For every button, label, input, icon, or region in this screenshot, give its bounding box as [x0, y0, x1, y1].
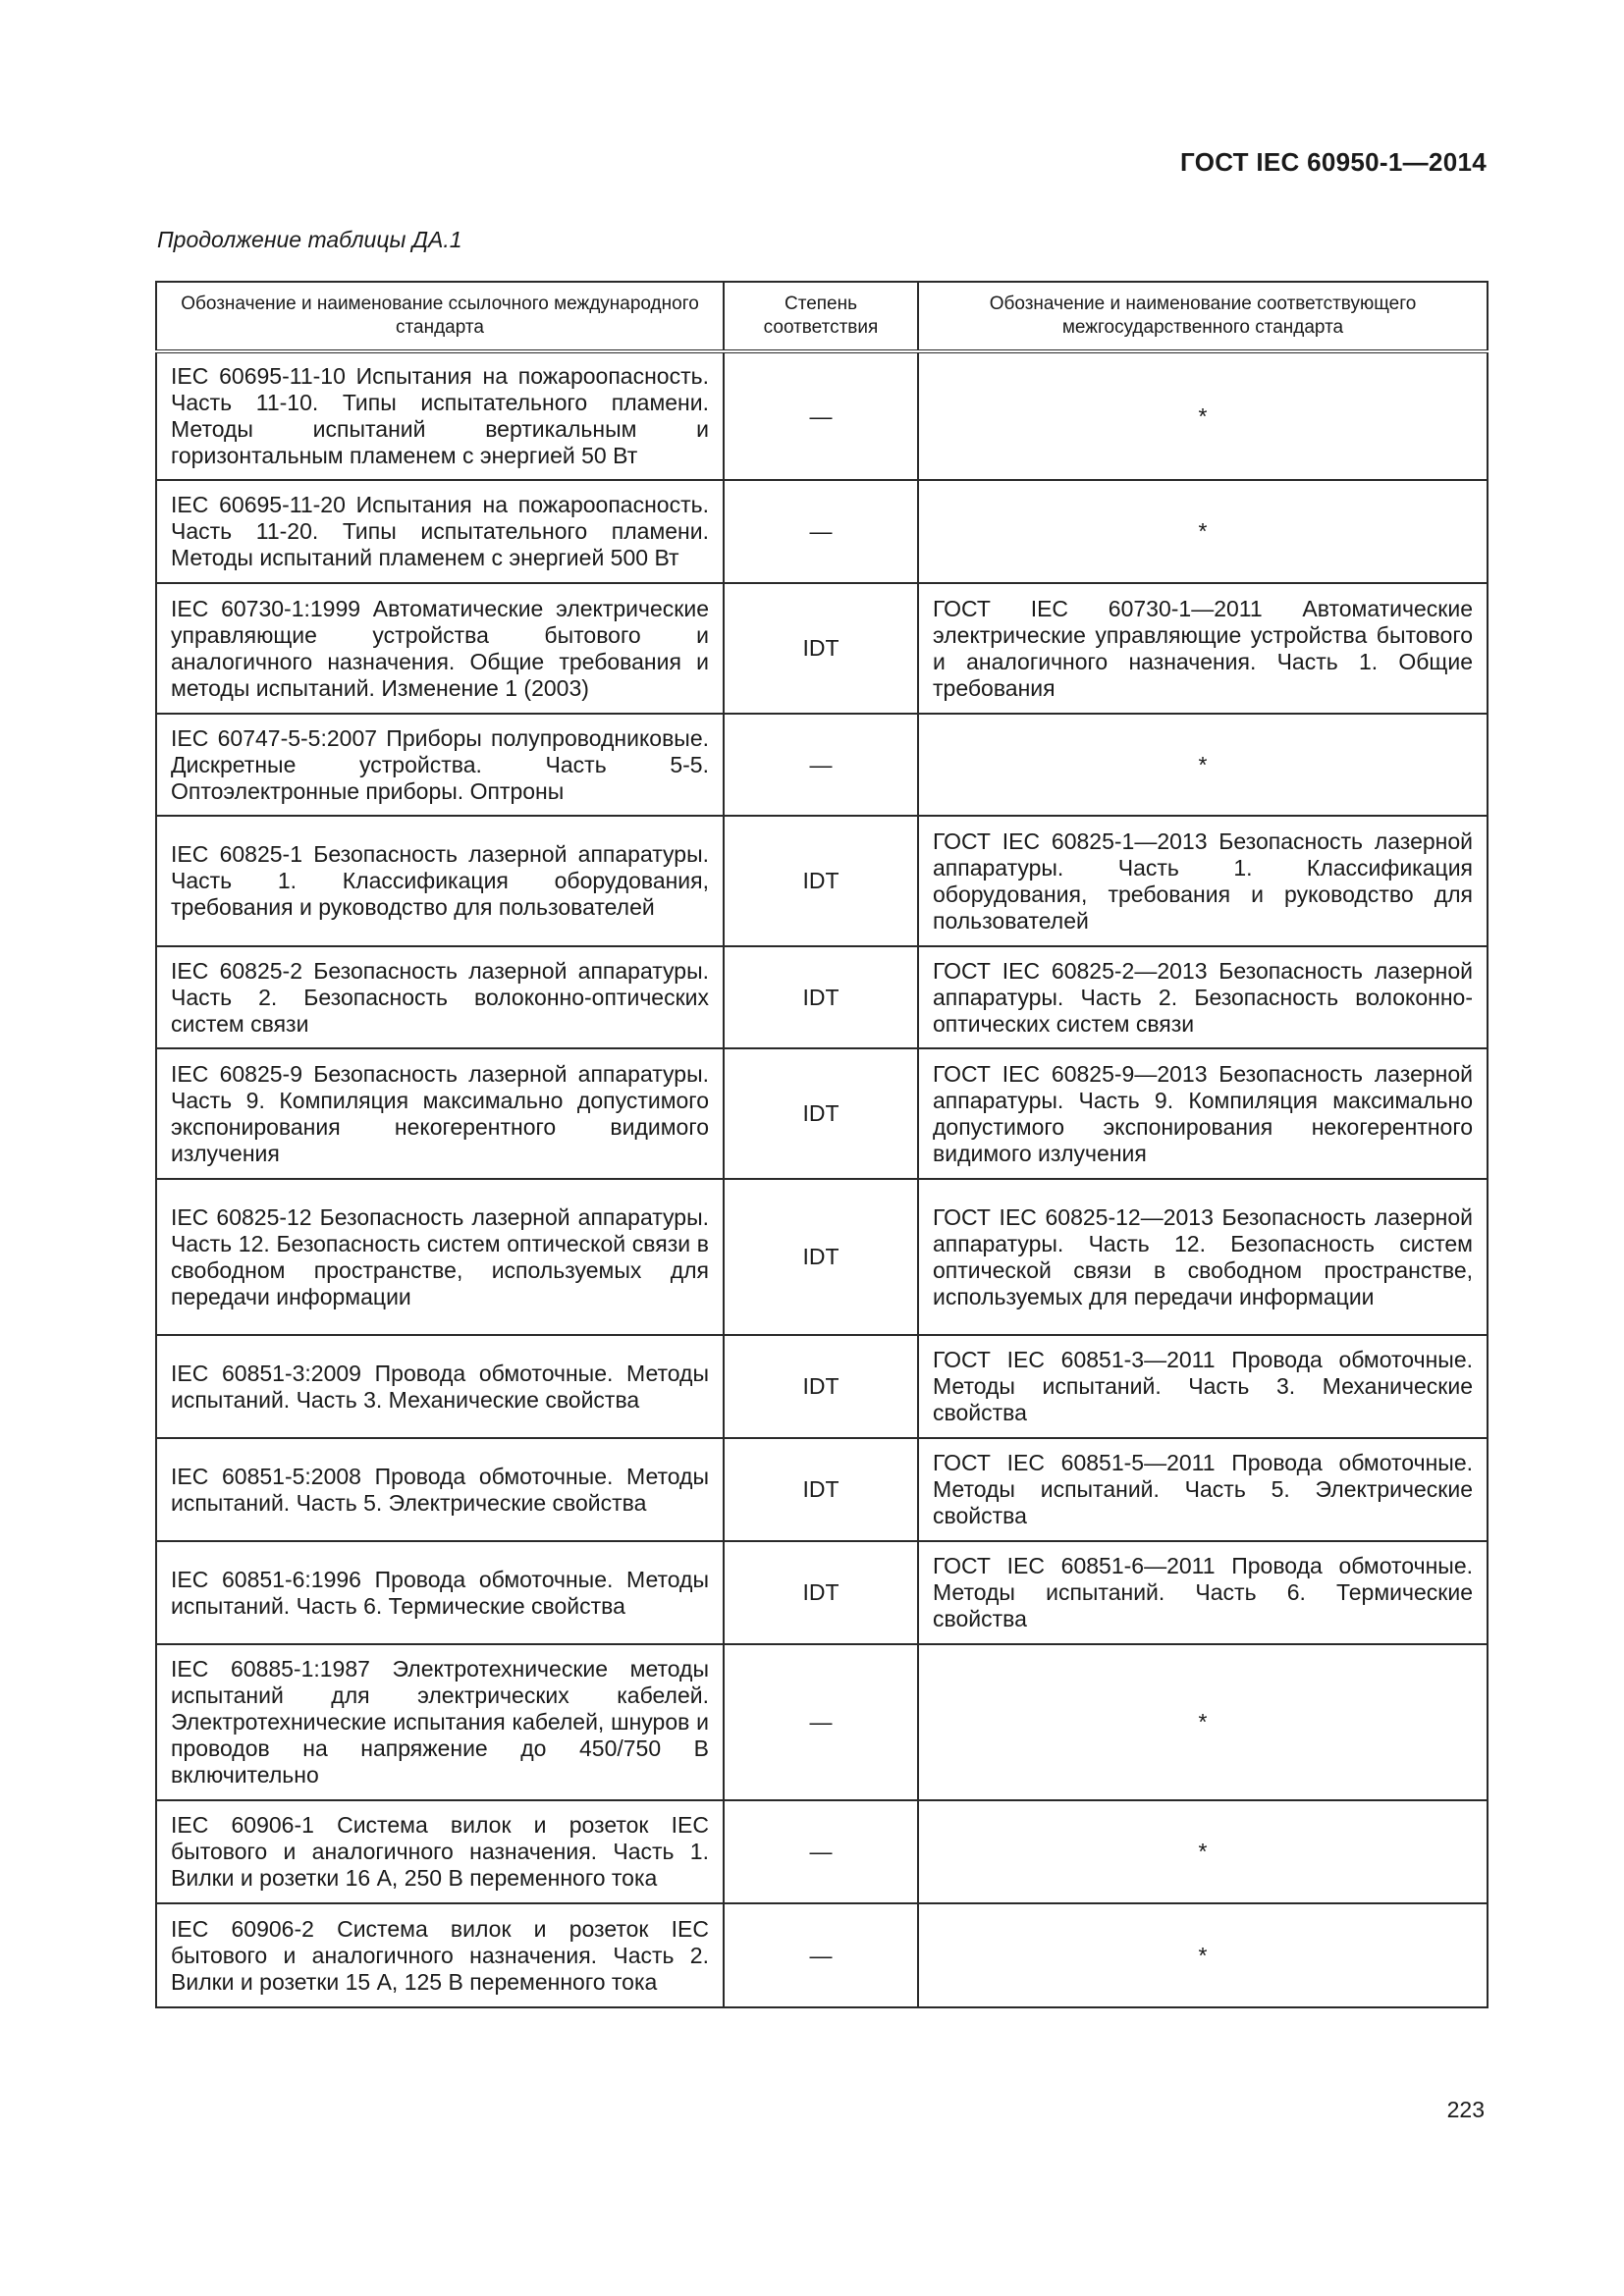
table-row [156, 1438, 1488, 1541]
degree-of-correspondence-cell: IDT [724, 816, 918, 946]
page-number: 223 [1446, 2097, 1485, 2122]
column-header-degree: Степень соответствия [724, 282, 918, 351]
column-header-interstate: Обозначение и наименование соответствующего межгосударственного стандарта [918, 282, 1488, 351]
reference-standard-cell: IEC 60825-2 Безопасность лазерной аппаратуры. Часть 2. Безопасность волоконно-оптических систем связи [156, 946, 724, 1048]
interstate-standard-cell: ГОСТ IEC 60825-2—2013 Безопасность лазерной аппаратуры. Часть 2. Безопасность волоконно-оптических систем связи [918, 946, 1488, 1048]
degree-of-correspondence-cell: — [724, 1903, 918, 2007]
degree-of-correspondence-cell: — [724, 714, 918, 816]
interstate-standard-cell: ГОСТ IEC 60730-1—2011 Автоматические электрические управляющие устройства бытового и аналогичного назначения. Часть 1. Общие требования [918, 583, 1488, 714]
degree-of-correspondence-cell: — [724, 480, 918, 583]
interstate-standard-cell: ГОСТ IEC 60825-1—2013 Безопасность лазерной аппаратуры. Часть 1. Классификация оборудования, требования и руководство для пользователей [918, 816, 1488, 946]
table-row [156, 351, 1488, 480]
degree-of-correspondence-cell: — [724, 1644, 918, 1800]
reference-standard-cell: IEC 60851-3:2009 Провода обмоточные. Методы испытаний. Часть 3. Механические свойства [156, 1335, 724, 1438]
reference-standard-cell: IEC 60747-5-5:2007 Приборы полупроводниковые. Дискретные устройства. Часть 5-5. Оптоэлектронные приборы. Оптроны [156, 714, 724, 816]
table-row [156, 1903, 1488, 2007]
degree-of-correspondence-cell: IDT [724, 1048, 918, 1179]
reference-standard-cell: IEC 60906-1 Система вилок и розеток IEC бытового и аналогичного назначения. Часть 1. Вилки и розетки 16 А, 250 В переменного тока [156, 1800, 724, 1903]
reference-standard-cell: IEC 60851-5:2008 Провода обмоточные. Методы испытаний. Часть 5. Электрические свойства [156, 1438, 724, 1541]
table-row [156, 1644, 1488, 1800]
degree-of-correspondence-cell: — [724, 351, 918, 480]
degree-of-correspondence-cell: IDT [724, 583, 918, 714]
table-header-row [156, 282, 1488, 351]
table-row [156, 1335, 1488, 1438]
degree-of-correspondence-cell: IDT [724, 946, 918, 1048]
reference-standard-cell: IEC 60851-6:1996 Провода обмоточные. Методы испытаний. Часть 6. Термические свойства [156, 1541, 724, 1644]
table-row [156, 1179, 1488, 1335]
table-row [156, 583, 1488, 714]
table-row [156, 1800, 1488, 1903]
interstate-standard-cell: ГОСТ IEC 60851-3—2011 Провода обмоточные. Методы испытаний. Часть 3. Механические свойства [918, 1335, 1488, 1438]
interstate-standard-cell: ГОСТ IEC 60851-6—2011 Провода обмоточные. Методы испытаний. Часть 6. Термические свойства [918, 1541, 1488, 1644]
reference-standard-cell: IEC 60825-12 Безопасность лазерной аппаратуры. Часть 12. Безопасность систем оптической связи в свободном пространстве, используемых для передачи информации [156, 1179, 724, 1335]
reference-standard-cell: IEC 60825-1 Безопасность лазерной аппаратуры. Часть 1. Классификация оборудования, требования и руководство для пользователей [156, 816, 724, 946]
table-row [156, 480, 1488, 583]
reference-standard-cell: IEC 60695-11-20 Испытания на пожароопасность. Часть 11-20. Типы испытательного пламени. Методы испытаний пламенем с энергией 500 Вт [156, 480, 724, 583]
interstate-standard-cell: * [918, 714, 1488, 816]
table-row [156, 1541, 1488, 1644]
interstate-standard-cell: * [918, 1903, 1488, 2007]
table-row [156, 816, 1488, 946]
column-header-reference: Обозначение и наименование ссылочного международного стандарта [156, 282, 724, 351]
interstate-standard-cell: * [918, 480, 1488, 583]
interstate-standard-cell: ГОСТ IEC 60825-9—2013 Безопасность лазерной аппаратуры. Часть 9. Компиляция максимально допустимого экспонирования некогерентного видимого излучения [918, 1048, 1488, 1179]
table-body [156, 351, 1488, 2007]
degree-of-correspondence-cell: IDT [724, 1179, 918, 1335]
reference-standard-cell: IEC 60906-2 Система вилок и розеток IEC бытового и аналогичного назначения. Часть 2. Вилки и розетки 15 А, 125 В переменного тока [156, 1903, 724, 2007]
table-row [156, 1048, 1488, 1179]
degree-of-correspondence-cell: IDT [724, 1541, 918, 1644]
degree-of-correspondence-cell: IDT [724, 1335, 918, 1438]
standards-correspondence-table [155, 281, 1489, 2008]
table-continuation-label: Продолжение таблицы ДА.1 [157, 227, 462, 252]
document-code-header: ГОСТ IEC 60950-1—2014 [1180, 147, 1487, 177]
table-row [156, 946, 1488, 1048]
degree-of-correspondence-cell: — [724, 1800, 918, 1903]
degree-of-correspondence-cell: IDT [724, 1438, 918, 1541]
interstate-standard-cell: ГОСТ IEC 60851-5—2011 Провода обмоточные. Методы испытаний. Часть 5. Электрические свойства [918, 1438, 1488, 1541]
reference-standard-cell: IEC 60730-1:1999 Автоматические электрические управляющие устройства бытового и аналогичного назначения. Общие требования и методы испытаний. Изменение 1 (2003) [156, 583, 724, 714]
interstate-standard-cell: * [918, 1644, 1488, 1800]
interstate-standard-cell: * [918, 1800, 1488, 1903]
table-row [156, 714, 1488, 816]
reference-standard-cell: IEC 60825-9 Безопасность лазерной аппаратуры. Часть 9. Компиляция максимально допустимого экспонирования некогерентного видимого излучения [156, 1048, 724, 1179]
reference-standard-cell: IEC 60885-1:1987 Электротехнические методы испытаний для электрических кабелей. Электротехнические испытания кабелей, шнуров и проводов на напряжение до 450/750 В включительно [156, 1644, 724, 1800]
interstate-standard-cell: ГОСТ IEC 60825-12—2013 Безопасность лазерной аппаратуры. Часть 12. Безопасность систем оптической связи в свободном пространстве, используемых для передачи информации [918, 1179, 1488, 1335]
interstate-standard-cell: * [918, 351, 1488, 480]
reference-standard-cell: IEC 60695-11-10 Испытания на пожароопасность. Часть 11-10. Типы испытательного пламени. Методы испытаний вертикальным и горизонтальным пламенем с энергией 50 Вт [156, 351, 724, 480]
